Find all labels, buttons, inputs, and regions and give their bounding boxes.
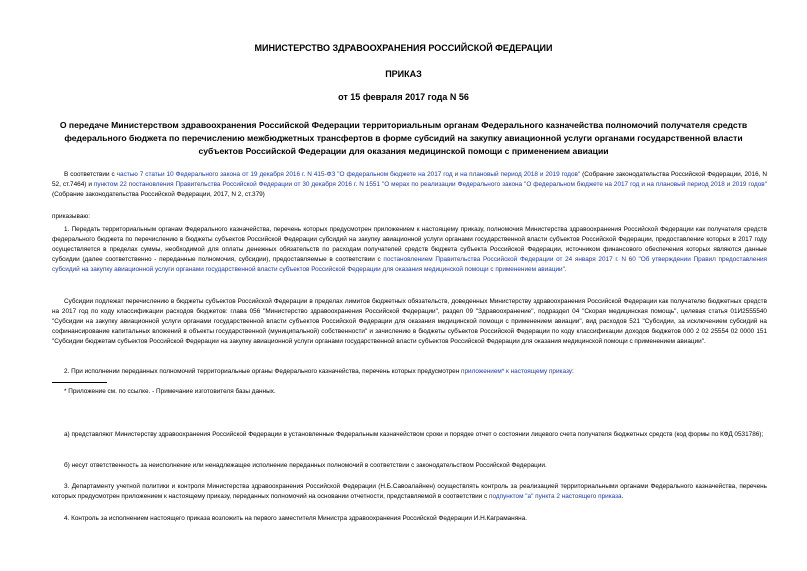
order-date-number: от 15 февраля 2017 года N 56 (338, 92, 469, 102)
preamble-paragraph: В соответствии с частью 7 статьи 10 Федерального закона от 19 декабря 2016 г. N 415-ФЗ "О федеральном бюджете на 2017 год и на плановый период 2018 и 2019 годов" (Собрание законодательства Российской Федерации, 2016, N 52, ст.7464) и пунктом 22 постановления Правительства Российской Федерации от 30 декабря 2016 г. N 1551 "О мерах по реализации Федерального закона "О федеральном бюджете на 2017 год и на плановый период 2018 и 2019 годов" (Собрание законодательства Российской Федерации, 2017, N 2, ст.379) (52, 171, 768, 198)
paragraph-2: 2. При исполнении переданных полномочий территориальные органы Федерального казначейства, перечень которых предусмотрен приложением* к настоящему приказу: (64, 368, 574, 375)
paragraph-1: 1. Передать территориальным органам Федерального казначейства, перечень которых предусмотрен приложением к настоящему приказу, полномочия Министерства здравоохранения Российской Федерации как получателя средств федерального бюджета по перечислению в бюджеты субъектов Российской Федерации субсидий на закупку авиационной услуги органами государственной власти субъектов Российской Федерации, предоставление которых в 2017 году осуществляется в пределах суммы, необходимой для оплаты денежных обязательств по расходам получателей средств бюджета субъекта Российской Федерации, источником финансового обеспечения которых являются данные субсидии (далее соответственно - переданные полномочия, субсидии), предоставляемые в соответствии с постановлением Правительства Российской Федерации от 24 января 2017 г. N 60 "Об утверждении Правил предоставления субсидий на закупку авиационной услуги органами государственной власти субъектов Российской Федерации для оказания медицинской помощи с применением авиации". (52, 226, 768, 273)
subsidy-paragraph: Субсидии подлежат перечислению в бюджеты субъектов Российской Федерации в пределах лимитов бюджетных обязательств, доведенных Министерству здравоохранения Российской Федерации как получателю бюджетных средств на 2017 год по коду классификации расходов бюджетов: глава 056 "Министерство здравоохранения Российской Федерации", раздел 09 "Здравоохранение", подраздел 04 "Скорая медицинская помощь", целевая статья 01И2555540 "Субсидии на закупку авиационной услуги органами государственной власти субъектов Российской Федерации для оказания медицинской помощи с применением авиации", вид расходов 521 "Субсидии, за исключением субсидий на софинансирование капитальных вложений в объекты государственной (муниципальной) собственности" и зачислению в бюджеты субъектов Российской Федерации по коду классификации доходов бюджетов 000 2 02 25554 02 0000 151 "Субсидии бюджетам субъектов Российской Федерации на закупку авиационной услуги органами государственной власти субъектов Российской Федерации для оказания медицинской помощи с применением авиации". (52, 298, 767, 345)
resolution-60-link[interactable]: постановлением Правительства Российской Федерации от 24 января 2017 г. N 60 "Об утверждении Правил предоставления субсидий на закупку авиационной услуги органами государственной власти субъектов Российской Федерации для оказания медицинской помощи с применением авиации" (52, 256, 768, 273)
ministry-heading: МИНИСТЕРСТВО ЗДРАВООХРАНЕНИЯ РОССИЙСКОЙ ФЕДЕРАЦИИ (254, 43, 553, 53)
paragraph-2a: а) представляют Министерству здравоохранения Российской Федерации в установленные Федеральным казначейством сроки и порядке отчет о состоянии лицевого счета получателя бюджетных средств (код формы по КФД 0531786); (64, 431, 764, 438)
order-word: приказываю: (52, 213, 90, 220)
document-title-line-2: федерального бюджета по перечислению межбюджетных трансфертов в форме субсидий на закупку авиационной услуги органами государственной власти (64, 133, 743, 143)
paragraph-4: 4. Контроль за исполнением настоящего приказа возложить на первого заместителя Министра здравоохранения Российской Федерации И.Н.Каграманяна. (64, 515, 528, 522)
footnote: * Приложение см. по ссылке. - Примечание изготовителя базы данных. (64, 388, 276, 395)
subparagraph-a-link[interactable]: подпунктом "а" пункта 2 настоящего приказа (489, 493, 622, 500)
appendix-link[interactable]: приложением* к настоящему приказу (461, 368, 573, 375)
footnote-divider (52, 382, 107, 383)
paragraph-2b: б) несут ответственность за неисполнение или ненадлежащее исполнение переданных полномочий в соответствии с законодательством Российской Федерации. (64, 462, 547, 469)
resolution-1551-link[interactable]: пунктом 22 постановления Правительства Российской Федерации от 30 декабря 2016 г. N 1551 "О мерах по реализации Федерального закона "О федеральном бюджете на 2017 год и на плановый период 2018 и 2019 годов" (93, 181, 767, 188)
document-title-line-1: О передаче Министерством здравоохранения Российской Федерации территориальным органам Федерального казначейства полномочий получателя средств (59, 120, 748, 130)
law-415-link[interactable]: частью 7 статьи 10 Федерального закона от 19 декабря 2016 г. N 415-ФЗ "О федеральном бюджете на 2017 год и на плановый период 2018 и 2019 годов" (116, 171, 581, 178)
document-title-line-3: субъектов Российской Федерации для оказания медицинской помощи с применением авиации (198, 146, 609, 156)
order-heading: ПРИКАЗ (385, 69, 422, 79)
paragraph-3: 3. Департаменту учетной политики и контроля Министерства здравоохранения Российской Федерации (Н.Б.Савоалайнен) осуществлять контроль за реализацией территориальными органами Федерального казначейства, перечень которых предусмотрен приложением к настоящему приказу, переданных полномочий на основании отчетности, представляемой в соответствии с подпунктом "а" пункта 2 настоящего приказа. (52, 483, 767, 500)
